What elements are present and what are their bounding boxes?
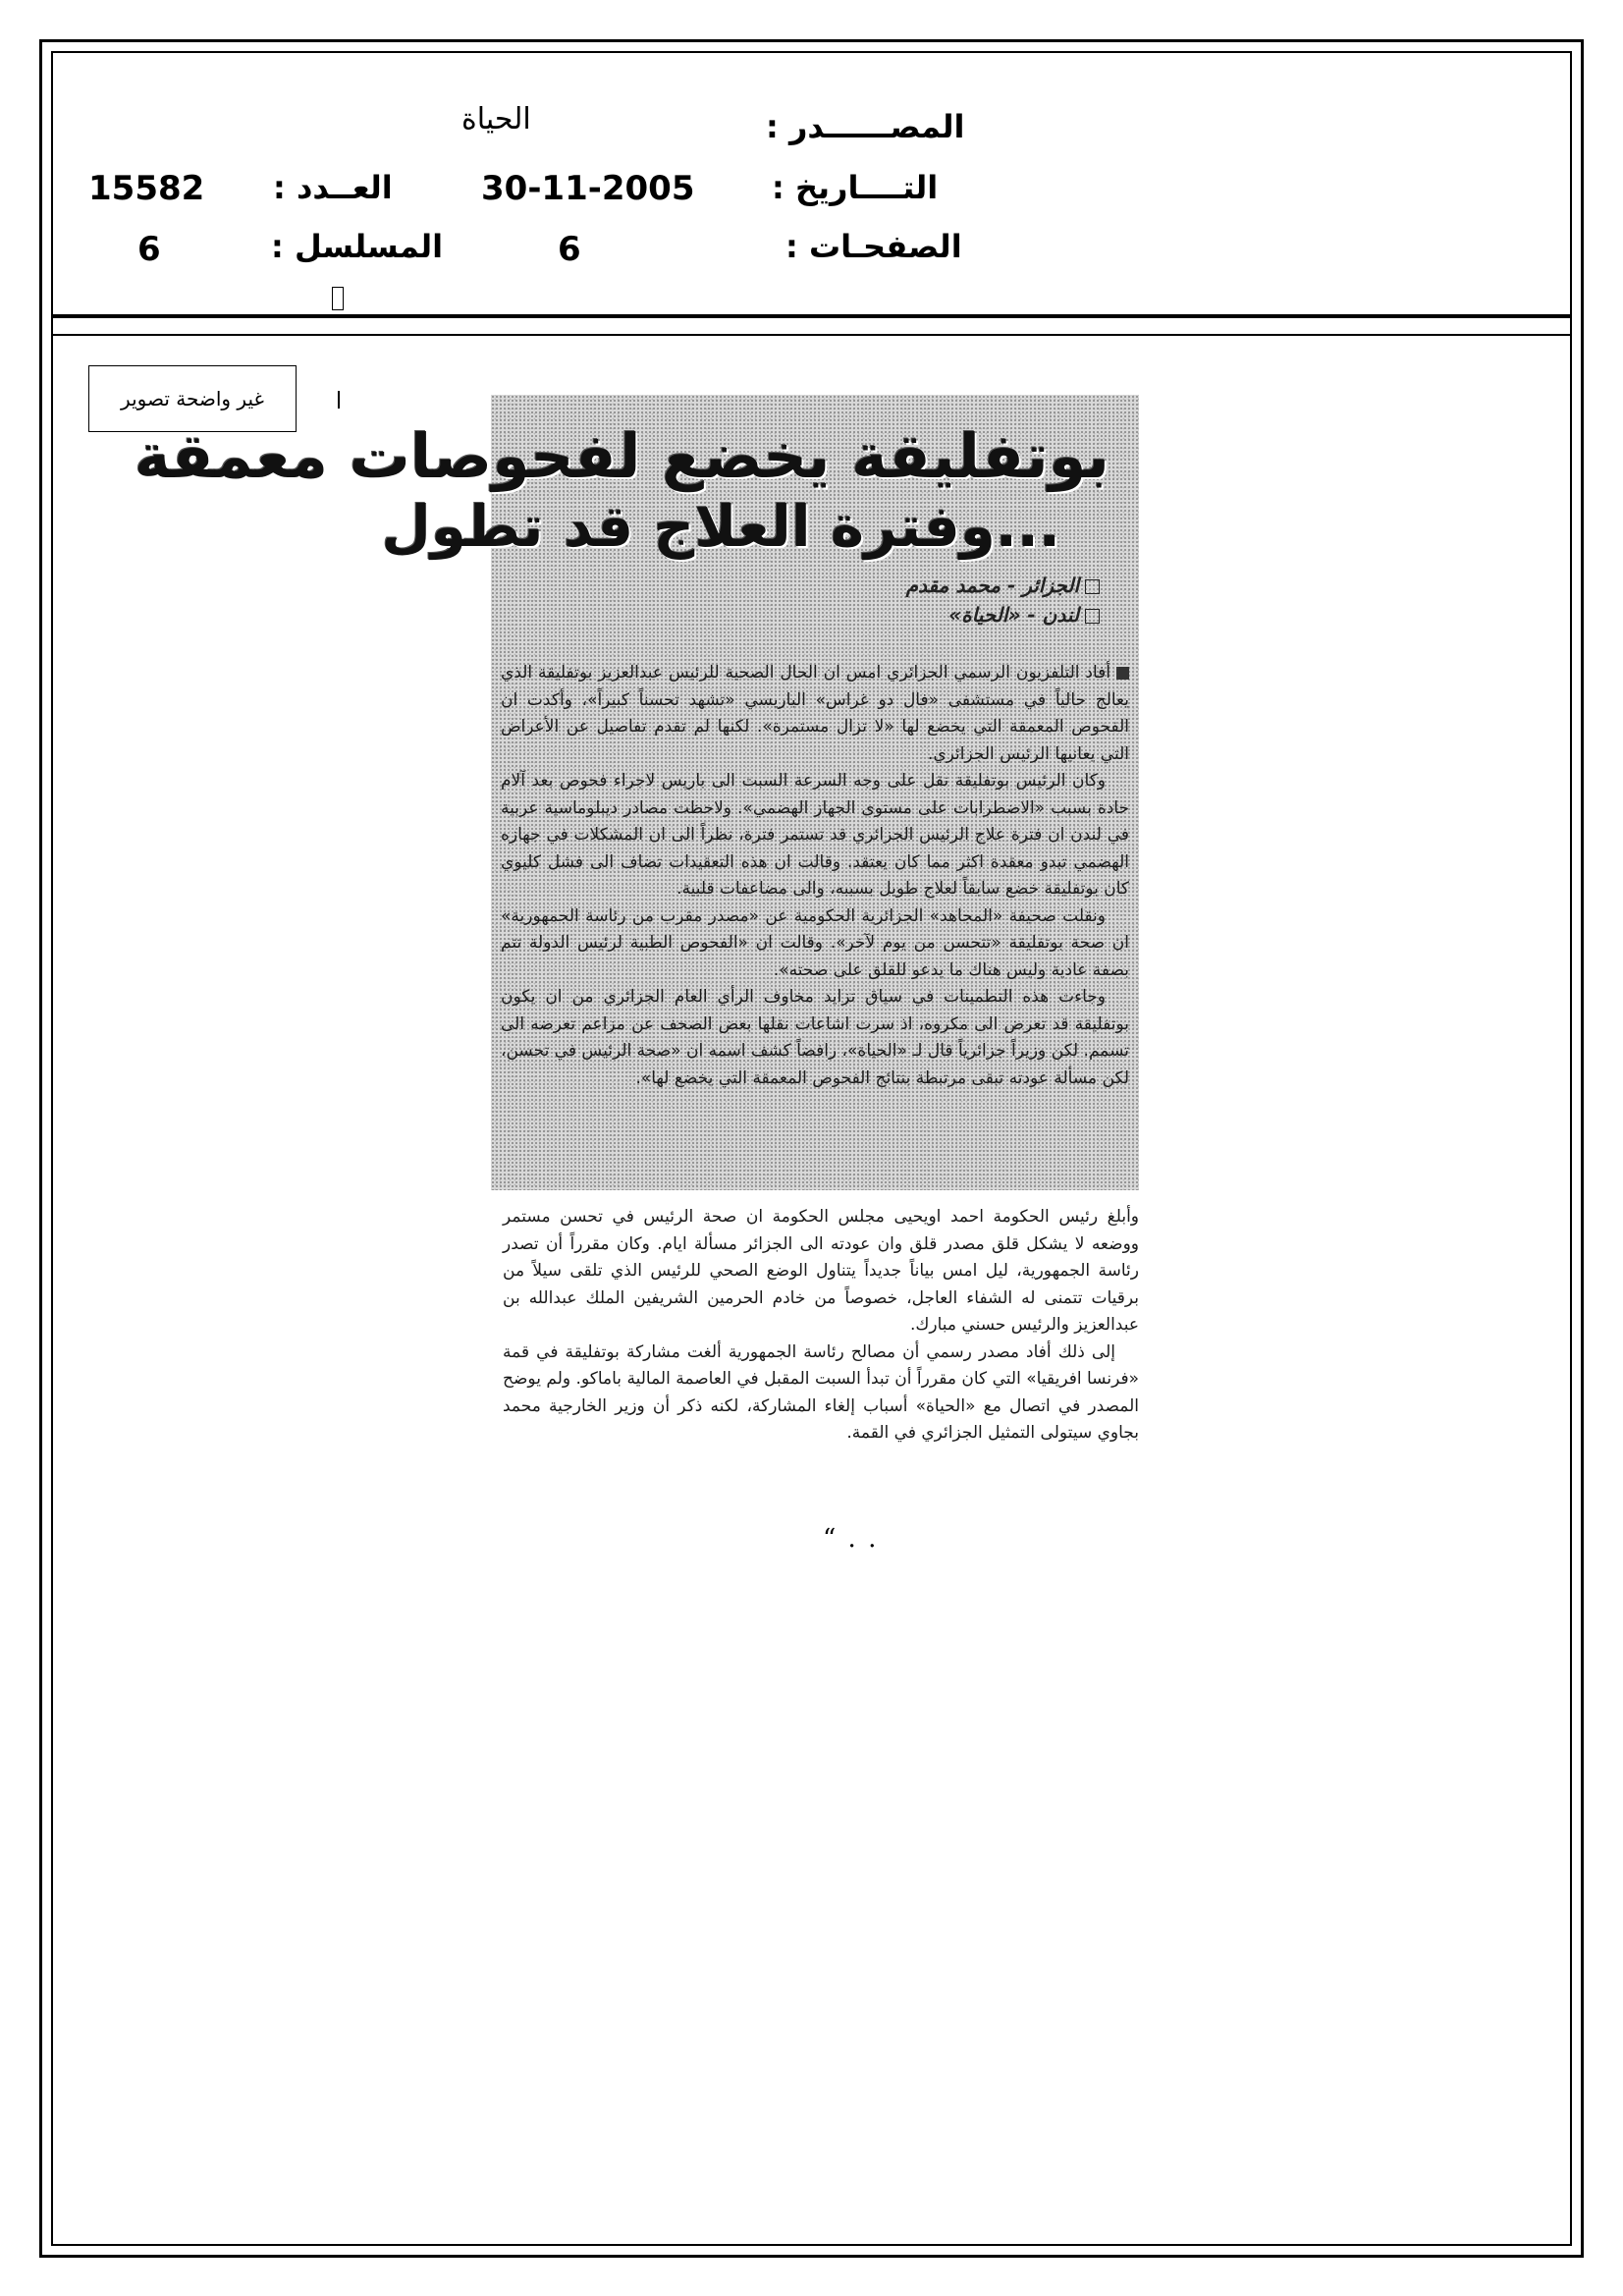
continuation-body: [503, 1204, 1139, 1448]
pages-value: 6: [558, 230, 581, 269]
continuation-paragraph: إلى ذلك أفاد مصدر رسمي أن مصالح رئاسة الجمهورية ألغت مشاركة بوتفليقة في قمة «فرنسا افريقيا» التي كان مقرراً أن تبدأ السبت المقبل في العاصمة المالية باماكو. ولم يوضح المصدر في اتصال مع «الحياة» أسباب إلغاء المشاركة، لكنه ذكر أن وزير الخارجية محمد بجاوي سيتولى التمثيل الجزائري في القمة.: [503, 1341, 1139, 1443]
article-continuation: [503, 1204, 1139, 1448]
note-label: غير واضحة تصوير: [121, 387, 264, 410]
article-paragraph: وكان الرئيس بوتفليقة نقل على وجه السرعة السبت الى باريس لاجراء فحوص بعد آلام حادة بسبب «الاضطرابات على مستوى الجهاز الهضمي». ولاحظت مصادر ديبلوماسية عربية في لندن ان فترة علاج الرئيس الجزائري قد تستمر فترة، نظراً الى ان المشكلات في جهازه الهضمي تبدو معقدة اكثر مما كان يعتقد. وقالت ان هذه التعقيدات تضاف الى فشل كليوي كان بوتفليقة خضع سابقاً لعلاج طويل بسببه، والى مضاعفات قلبية.: [501, 771, 1129, 899]
header-divider: [51, 314, 1572, 318]
date-label: التــــاريخ :: [772, 169, 939, 206]
serial-label: المسلسل :: [271, 228, 444, 265]
article-paragraph: وجاءت هذه التطمينات في سياق تزايد مخاوف الرأي العام الجزائري من ان يكون بوتفليقة قد تعرض الى مكروه، اذ سرت اشاعات نقلها بعض الصحف عن مزاعم تعرضه الى تسمم. لكن وزيراً جزائرياً قال لـ «الحياة»، رافضاً كشف اسمه ان «صحة الرئيس في تحسن، لكن مسألة عودته تبقى مرتبطة بنتائج الفحوص المعمقة التي يخضع لها».: [501, 987, 1129, 1088]
headline-line-2: ...وفترة العلاج قد تطول: [381, 493, 1060, 560]
continuation-paragraph: وأبلغ رئيس الحكومة احمد اويحيى مجلس الحكومة ان صحة الرئيس في تحسن مستمر ووضعه لا يشكل قلق مصدر قلق وان عودته الى الجزائر مسألة ايام. وكان مقرراً أن تصدر رئاسة الجمهورية، ليل امس بياناً جديداً يتناول الوضع الصحي للرئيس الذي تلقى سيلاً من برقيات تتمنى له الشفاء العاجل، خصوصاً من خادم الحرمين الشريفين الملك عبدالله بن عبدالعزيز والرئيس حسني مبارك.: [503, 1207, 1139, 1335]
article-paragraph: [501, 660, 1129, 768]
headline-line-1: بوتفليقة يخضع لفحوصات معمقة: [134, 420, 1109, 492]
pages-label: الصفحـات :: [785, 228, 962, 265]
square-bullet-icon: [1085, 579, 1100, 594]
source-value: الحياة: [461, 102, 531, 137]
end-mark: “ . .: [823, 1524, 879, 1554]
serial-value: 6: [137, 230, 161, 269]
issue-value: 15582: [88, 169, 205, 208]
header-divider-thin: [51, 334, 1572, 336]
filled-square-icon: [1116, 667, 1129, 680]
byline-london: [948, 603, 1100, 627]
article-paragraph-text: أفاد التلفزيون الرسمي الجزائري امس ان الحال الصحية للرئيس عبدالعزيز بوتفليقة الذي يعالج حالياً في مستشفى «فال دو غراس» الباريسي «تشهد تحسناً كبيراً»، وأكدت ان الفحوص المعمقة التي يخضع لها «لا تزال مستمرة». لكنها لم تقدم تفاصيل عن الأعراض التي يعانيها الرئيس الجزائري.: [501, 663, 1129, 764]
article-paragraph: ونقلت صحيفة «المجاهد» الجزائرية الحكومية عن «مصدر مقرب من رئاسة الجمهورية» ان صحة بوتفليقة «تتحسن من يوم لآخر». وقالت ان «الفحوص الطبية لرئيس الدولة تتم بصفة عادية وليس هناك ما يدعو للقلق على صحته».: [501, 905, 1129, 980]
date-value: 30-11-2005: [481, 169, 695, 208]
byline-algiers-text: الجزائر - محمد مقدم: [905, 574, 1079, 597]
byline-algiers: [906, 574, 1100, 597]
tick-mark: [338, 391, 340, 409]
source-label: المصــــــدر :: [766, 108, 965, 145]
article-body: [501, 660, 1129, 1092]
byline-london-text: لندن - «الحياة»: [948, 603, 1079, 627]
issue-label: العــدد :: [273, 169, 393, 206]
square-bullet-icon: [1085, 609, 1100, 624]
text-cursor-box: [332, 287, 344, 310]
